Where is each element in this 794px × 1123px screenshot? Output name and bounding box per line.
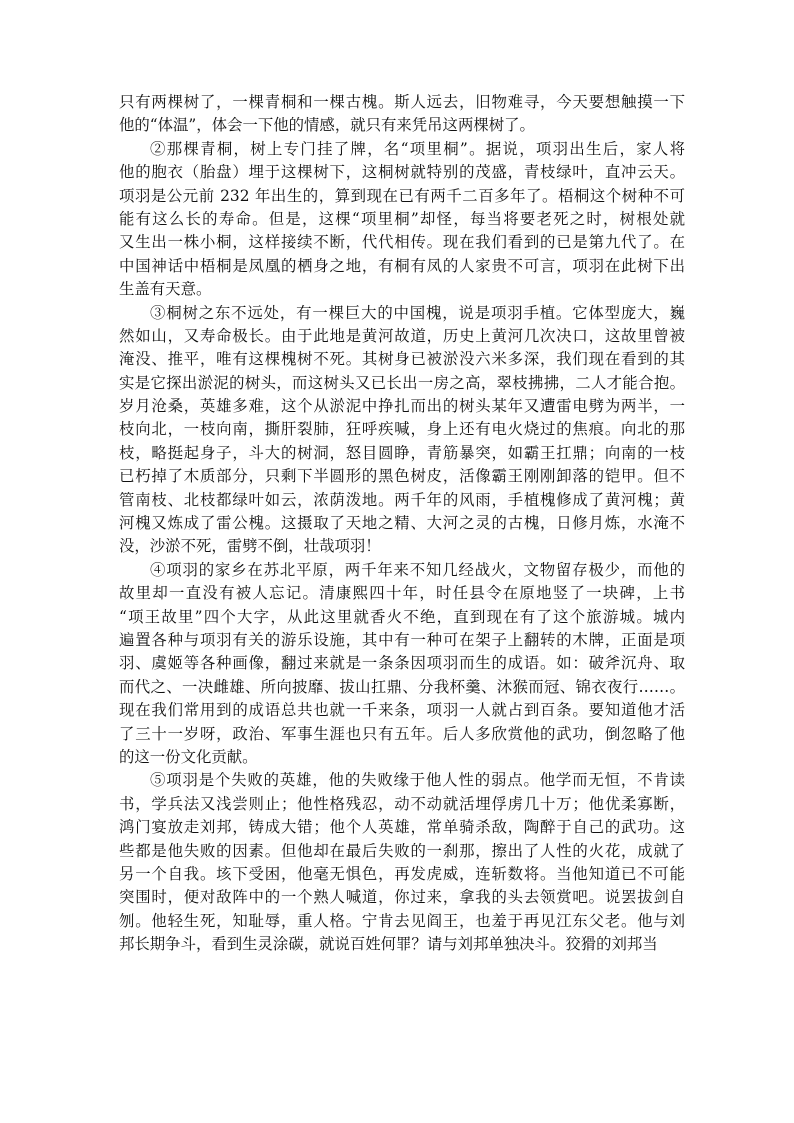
paragraph-line: 河槐又炼成了雷公槐。这摄取了天地之精、大河之灵的古槐，日修月炼，水淹不 bbox=[119, 514, 685, 533]
paragraph-line: 没，沙淤不死，雷劈不倒，壮哉项羽！ bbox=[119, 537, 381, 556]
paragraph-line: 些都是他失败的因素。但他却在最后失败的一刹那，擦出了人性的火花，成就了 bbox=[119, 841, 685, 860]
paragraph-line: 羽、虞姬等各种画像，翻过来就是一条条因项羽而生的成语。如：破斧沉舟、取 bbox=[119, 654, 685, 673]
paragraph-line: 枝向北，一枝向南，撕肝裂肺，狂呼疾喊，身上还有电火烧过的焦痕。向北的那 bbox=[119, 420, 685, 439]
paragraph-line: ③桐树之东不远处，有一棵巨大的中国槐，说是项羽手植。它体型庞大，巍 bbox=[150, 303, 685, 322]
paragraph-line: 书，学兵法又浅尝则止；他性格残忍，动不动就活埋俘虏几十万；他优柔寡断， bbox=[119, 794, 685, 813]
paragraph-line: 邦长期争斗，看到生灵涂碳，就说百姓何罪？请与刘邦单独决斗。狡猾的刘邦当 bbox=[119, 935, 658, 954]
paragraph-line: 岁月沧桑，英雄多难，这个从淤泥中挣扎而出的树头某年又遭雷电劈为两半，一 bbox=[119, 397, 685, 416]
paragraph-line: 他的胞衣（胎盘）埋于这棵树下，这桐树就特别的茂盛，青枝绿叶，直冲云天。 bbox=[119, 163, 685, 182]
paragraph-line: ⑤项羽是个失败的英雄，他的失败缘于他人性的弱点。他学而无恒，不肯读 bbox=[150, 771, 685, 790]
paragraph-4 bbox=[119, 559, 685, 770]
paragraph-line: 管南枝、北枝都绿叶如云，浓荫泼地。两千年的风雨，手植槐修成了黄河槐；黄 bbox=[119, 490, 685, 509]
paragraph-line: 鸿门宴放走刘邦，铸成大错；他个人英雄，常单骑杀敌，陶醉于自己的武功。这 bbox=[119, 818, 685, 837]
paragraph-line: 他的“体温”，体会一下他的情感，就只有来凭吊这两棵树了。 bbox=[119, 116, 535, 135]
paragraph-line: 项羽是公元前 232 年出生的，算到现在已有两千二百多年了。梧桐这个树种不可 bbox=[119, 186, 685, 205]
paragraph-line: “项王故里”四个大字，从此这里就香火不绝，直到现在有了这个旅游城。城内 bbox=[119, 607, 685, 626]
paragraph-line: 然如山，又寿命极长。由于此地是黄河故道，历史上黄河几次决口，这故里曾被 bbox=[119, 326, 685, 345]
paragraph-line: 现在我们常用到的成语总共也就一千来条，项羽一人就占到百条。要知道他才活 bbox=[119, 701, 685, 720]
paragraph-line: 能有这么长的寿命。但是，这棵“项里桐”却怪，每当将要老死之时，树根处就 bbox=[119, 209, 685, 228]
paragraph-line: 遍置各种与项羽有关的游乐设施，其中有一种可在架子上翻转的木牌，正面是项 bbox=[119, 630, 685, 649]
paragraph-line: 而代之、一决雌雄、所向披靡、拔山扛鼎、分我杯羹、沐猴而冠、锦衣夜行……。 bbox=[119, 677, 685, 696]
paragraph-line: 突围时，便对敌阵中的一个熟人喊道，你过来，拿我的头去领赏吧。说罢拔剑自 bbox=[119, 888, 685, 907]
article-body bbox=[119, 91, 685, 956]
paragraph-3 bbox=[119, 302, 685, 559]
paragraph-1 bbox=[119, 91, 685, 138]
paragraph-line: ②那棵青桐，树上专门挂了牌，名“项里桐”。据说，项羽出生后，家人将 bbox=[150, 139, 685, 158]
paragraph-line: 故里却一直没有被人忘记。清康熙四十年，时任县令在原地竖了一块碑，上书 bbox=[119, 584, 685, 603]
paragraph-line: 刎。他轻生死，知耻辱，重人格。宁肯去见阎王，也羞于再见江东父老。他与刘 bbox=[119, 911, 685, 930]
paragraph-line: 中国神话中梧桐是凤凰的栖身之地，有桐有凤的人家贵不可言，项羽在此树下出 bbox=[119, 256, 685, 275]
paragraph-line: 又生出一株小桐，这样接续不断，代代相传。现在我们看到的已是第九代了。在 bbox=[119, 233, 685, 252]
paragraph-line: ④项羽的家乡在苏北平原，两千年来不知几经战火，文物留存极少，而他的 bbox=[150, 560, 685, 579]
paragraph-line: 只有两棵树了，一棵青桐和一棵古槐。斯人远去，旧物难寻，今天要想触摸一下 bbox=[119, 93, 685, 111]
paragraph-line: 的这一份文化贡献。 bbox=[119, 747, 258, 766]
paragraph-5 bbox=[119, 769, 685, 956]
paragraph-line: 生盖有天意。 bbox=[119, 280, 212, 299]
paragraph-line: 另一个自我。垓下受困，他毫无惧色，再发虎威，连斩数将。当他知道已不可能 bbox=[119, 864, 685, 883]
paragraph-2 bbox=[119, 138, 685, 302]
paragraph-line: 已朽掉了木质部分，只剩下半圆形的黑色树皮，活像霸王刚刚卸落的铠甲。但不 bbox=[119, 467, 685, 486]
paragraph-line: 实是它探出淤泥的树头，而这树头又已长出一房之高，翠枝拂拂，二人才能合抱。 bbox=[119, 373, 685, 392]
paragraph-line: 了三十一岁呀，政治、军事生涯也只有五年。后人多欣赏他的武功，倒忽略了他 bbox=[119, 724, 685, 743]
paragraph-line: 淹没、推平，唯有这棵槐树不死。其树身已被淤没六米多深，我们现在看到的其 bbox=[119, 350, 685, 369]
paragraph-line: 枝，略挺起身子，斗大的树洞，怒目圆睁，青筋暴突，如霸王扛鼎；向南的一枝 bbox=[119, 443, 685, 462]
